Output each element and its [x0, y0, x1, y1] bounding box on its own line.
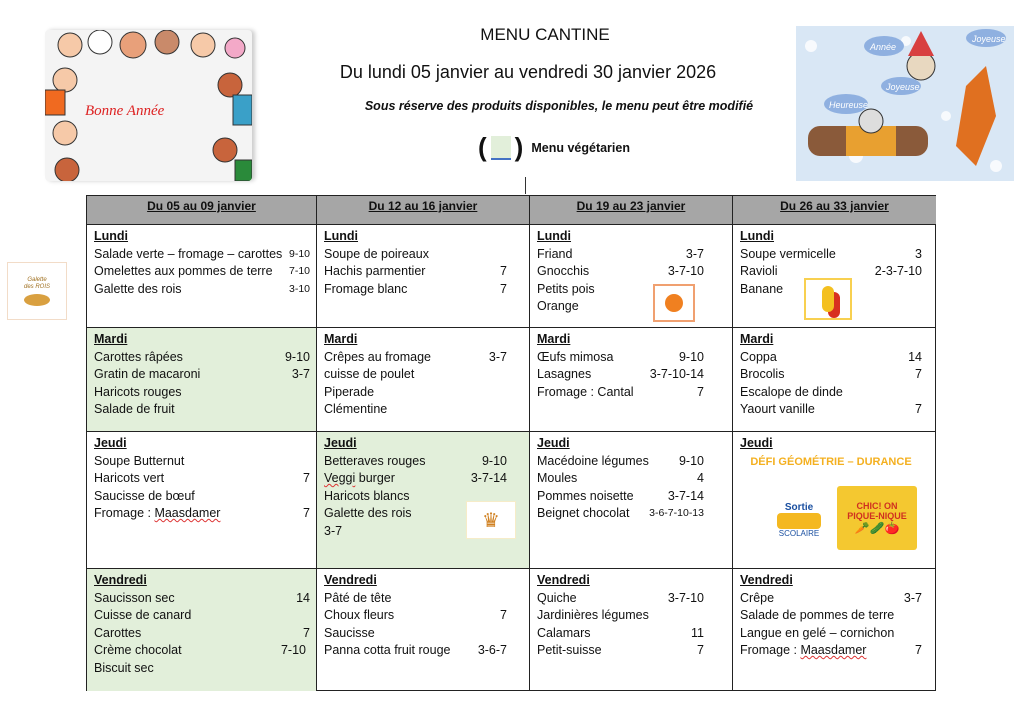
event-title: DÉFI GÉOMÉTRIE – DURANCE: [750, 455, 912, 468]
day-label: Lundi: [94, 229, 129, 243]
allergen-codes: 7: [915, 643, 922, 657]
week-header: Du 12 au 16 janvier: [317, 196, 530, 225]
day-label: Lundi: [324, 229, 359, 243]
allergen-codes: 7: [697, 643, 704, 657]
day-label: Jeudi: [740, 436, 773, 450]
day-cell-vendredi: [87, 569, 317, 691]
menu-item: [537, 263, 704, 281]
dish-name: Fromage : Maasdamer: [740, 643, 867, 657]
dish-name: Carottes râpées: [94, 349, 183, 364]
galette-des-rois-logo: Galette des ROIS: [7, 262, 67, 320]
page-title: MENU CANTINE: [480, 25, 610, 44]
allergen-codes: 3-6-7-10-13: [649, 507, 704, 519]
dish-name: Petits pois: [537, 281, 595, 296]
picnic-image: CHIC! ON PIQUE-NIQUE 🥕🥒🍅: [837, 486, 917, 550]
menu-item: [324, 625, 507, 643]
dish-name: cuisse de poulet: [324, 367, 415, 381]
dish-name: Brocolis: [740, 367, 785, 381]
day-label: Jeudi: [94, 436, 127, 450]
allergen-codes: 7-10: [280, 643, 306, 657]
day-label: Vendredi: [324, 573, 377, 587]
day-label: Vendredi: [740, 573, 793, 587]
menu-item: [324, 590, 507, 608]
bonne-annee-winter-image: [796, 26, 1014, 181]
vegetables-icon: 🥕🥒🍅: [854, 521, 900, 535]
day-label: Lundi: [740, 229, 775, 243]
day-label: Mardi: [537, 332, 571, 346]
allergen-codes: 7: [303, 471, 310, 485]
day-label: Jeudi: [537, 436, 570, 450]
bonne-annee-image: [45, 30, 252, 181]
menu-item: [537, 246, 704, 264]
dish-name: Carottes: [94, 625, 142, 640]
menu-item: [740, 625, 922, 643]
allergen-codes: 2-3-7-10: [874, 264, 922, 278]
dish-name: Salade de fruit: [94, 402, 175, 416]
galette-king-image: [466, 501, 516, 539]
allergen-codes: 7: [697, 384, 704, 399]
legend-close: ): [514, 132, 524, 162]
menu-item: [94, 590, 310, 608]
allergen-codes: 3-7-10-14: [649, 367, 704, 381]
dish-name: Quiche: [537, 590, 577, 605]
svg-text:Joyeuse: Joyeuse: [972, 34, 1006, 44]
legend-open: (: [478, 132, 487, 162]
dish-name: Clémentine: [324, 402, 388, 416]
allergen-codes: 9-10: [288, 247, 310, 260]
menu-item: [324, 384, 507, 402]
allergen-codes: 7: [303, 625, 310, 640]
school-outing-image: Sortie SCOLAIRE: [778, 502, 820, 538]
dish-name: Gnocchis: [537, 264, 590, 278]
menu-item: [324, 401, 507, 419]
menu-item: [324, 642, 507, 660]
allergen-codes: 3-7: [685, 246, 704, 261]
allergen-codes: 14: [296, 590, 310, 605]
dish-name: Salade de pommes de terre: [740, 608, 895, 622]
menu-item: [324, 349, 507, 367]
allergen-codes: 3-7: [324, 523, 343, 538]
menu-item: [537, 625, 704, 643]
kids-faces-illustration: [45, 30, 252, 181]
menu-item: [537, 607, 704, 625]
date-range: Du lundi 05 janvier au vendredi 30 janvier 2026: [339, 62, 717, 82]
notice: Sous réserve des produits disponibles, le menu peut être modifié: [364, 99, 754, 113]
day-label: Lundi: [537, 229, 572, 243]
menu-item: [324, 281, 507, 299]
dish-name: Cuisse de canard: [94, 608, 192, 622]
dish-name: Crêpe: [740, 590, 775, 605]
menu-item: [740, 246, 922, 264]
day-cell-vendredi: [317, 569, 530, 691]
allergen-codes: 7: [303, 506, 310, 520]
allergen-codes: 3-10: [288, 282, 310, 295]
menu-item: [537, 384, 704, 402]
dish-name: Escalope de dinde: [740, 384, 843, 399]
menu-item: [537, 488, 704, 506]
dish-name: Haricots blancs: [324, 488, 410, 503]
dish-name: Soupe de poireaux: [324, 246, 429, 261]
allergen-codes: 11: [691, 625, 704, 640]
allergen-codes: 7: [915, 402, 922, 416]
dish-name: Macédoine légumes: [537, 453, 649, 468]
day-cell-mardi: [530, 328, 733, 432]
menu-item: [94, 470, 310, 488]
day-cell-jeudi: [530, 432, 733, 569]
menu-item: [537, 642, 704, 660]
allergen-codes: 9-10: [678, 349, 704, 364]
week-header: Du 26 au 33 janvier: [733, 196, 936, 225]
dish-name: Saucisson sec: [94, 590, 175, 605]
day-cell-lundi: [87, 225, 317, 328]
allergen-codes: 3-7: [291, 367, 310, 381]
banana-image: [804, 278, 852, 320]
dish-name: Langue en gelé – cornichon: [740, 625, 895, 640]
day-cell-vendredi: [733, 569, 936, 691]
allergen-codes: 9-10: [284, 349, 310, 364]
day-cell-mardi: [733, 328, 936, 432]
dish-name: Omelettes aux pommes de terre: [94, 264, 273, 278]
orange-icon: [665, 294, 683, 312]
allergen-codes: 7-10: [288, 265, 310, 277]
dish-name: Fromage : Maasdamer: [94, 506, 221, 520]
dish-name: Fromage blanc: [324, 281, 408, 296]
dish-name: Betteraves rouges: [324, 453, 426, 468]
allergen-codes: 7: [915, 367, 922, 381]
menu-item: [94, 349, 310, 367]
menu-item: [324, 246, 507, 264]
dish-name: Haricots rouges: [94, 384, 182, 399]
allergen-codes: 9-10: [678, 453, 704, 468]
menu-item: [740, 607, 922, 625]
dish-name: Crêpes au fromage: [324, 349, 432, 364]
menu-item: [740, 366, 922, 384]
dish-name: Salade verte – fromage – carottes: [94, 246, 283, 261]
menu-item: [740, 590, 922, 608]
allergen-codes: 3-7: [903, 590, 922, 605]
bonne-annee-text: Bonne Année: [85, 103, 165, 119]
day-cell-mardi: [317, 328, 530, 432]
allergen-codes: 3-7-14: [470, 471, 507, 485]
menu-item: [94, 505, 310, 523]
allergen-codes: 3-7-10: [667, 590, 704, 605]
day-cell-lundi: [317, 225, 530, 328]
menu-table: [86, 195, 936, 691]
dish-name: Saucisse: [324, 625, 375, 640]
bus-icon: [777, 513, 821, 529]
allergen-codes: 7: [500, 264, 507, 278]
day-cell-vendredi: [530, 569, 733, 691]
menu-item: [94, 642, 310, 660]
menu-item: [537, 349, 704, 367]
menu-item: [537, 453, 704, 471]
menu-item: [324, 453, 507, 471]
dish-name: Galette des rois: [94, 281, 182, 296]
banana-icon: [822, 286, 834, 312]
dish-name: Œufs mimosa: [537, 349, 614, 364]
svg-text:Heureuse: Heureuse: [829, 100, 869, 110]
dish-name: Fromage : Cantal: [537, 384, 634, 399]
menu-item: [537, 366, 704, 384]
menu-item: [94, 401, 310, 419]
allergen-codes: 4: [697, 471, 704, 485]
winter-animals-illustration: [796, 26, 1014, 181]
menu-item: [740, 349, 922, 367]
dish-name: Coppa: [740, 349, 777, 364]
allergen-codes: 9-10: [481, 453, 507, 468]
vegetarian-swatch: [491, 136, 511, 160]
allergen-codes: 3-7: [488, 349, 507, 364]
dish-name: Choux fleurs: [324, 608, 395, 622]
menu-item: [94, 488, 310, 506]
day-cell-lundi: [530, 225, 733, 328]
allergen-codes: 14: [908, 349, 922, 364]
dish-name: Crème chocolat: [94, 643, 182, 657]
dish-name: Saucisse de bœuf: [94, 488, 195, 503]
dish-name: Moules: [537, 471, 578, 485]
menu-item: [94, 625, 310, 643]
menu-item: [740, 384, 922, 402]
dish-name: Jardinières légumes: [537, 608, 649, 622]
svg-text:Joyeuse: Joyeuse: [886, 82, 920, 92]
dish-name: Orange: [537, 299, 579, 313]
week-header: Du 05 au 09 janvier: [87, 196, 317, 225]
menu-item: [537, 590, 704, 608]
menu-item: [324, 366, 507, 384]
menu-item: [324, 470, 507, 488]
day-label: Vendredi: [537, 573, 590, 587]
text-cursor: [525, 177, 526, 194]
day-label: Jeudi: [324, 436, 357, 450]
menu-item: [94, 384, 310, 402]
allergen-codes: 3-6-7: [477, 643, 507, 657]
dish-name: Banane: [740, 281, 784, 296]
menu-item: [94, 366, 310, 384]
galette-icon: [24, 294, 50, 306]
dish-name: Calamars: [537, 625, 591, 640]
dish-name: Beignet chocolat: [537, 506, 630, 520]
day-label: Mardi: [324, 332, 358, 346]
dish-name: Petit-suisse: [537, 643, 602, 657]
day-label: Mardi: [740, 332, 774, 346]
day-label: Vendredi: [94, 573, 147, 587]
day-cell-jeudi: [87, 432, 317, 569]
menu-item: [740, 642, 922, 660]
menu-item: [537, 505, 704, 523]
menu-item: [537, 470, 704, 488]
dish-name: Pommes noisette: [537, 488, 634, 503]
dish-name: Ravioli: [740, 264, 778, 278]
allergen-codes: 3-7-10: [667, 264, 704, 278]
dish-name: Hachis parmentier: [324, 264, 426, 278]
allergen-codes: 7: [500, 608, 507, 622]
dish-name: Soupe vermicelle: [740, 246, 836, 261]
menu-item: [94, 607, 310, 625]
dish-name: Veggi burger: [324, 471, 395, 485]
crown-icon: ♛: [482, 509, 500, 532]
week-header: Du 19 au 23 janvier: [530, 196, 733, 225]
menu-item: [94, 453, 310, 471]
dish-name: Biscuit sec: [94, 660, 154, 675]
day-label: Mardi: [94, 332, 128, 346]
svg-text:Année: Année: [870, 42, 897, 52]
dish-name: Yaourt vanille: [740, 402, 815, 416]
day-cell-mardi: [87, 328, 317, 432]
dish-name: Gratin de macaroni: [94, 367, 201, 381]
dish-name: Lasagnes: [537, 367, 592, 381]
dish-name: Piperade: [324, 384, 375, 399]
menu-item: [740, 401, 922, 419]
menu-item: [94, 263, 310, 281]
menu-item: [324, 607, 507, 625]
allergen-codes: 3: [915, 246, 922, 261]
vegetarian-legend: [478, 132, 630, 163]
menu-item: [94, 281, 310, 299]
dish-name: Soupe Butternut: [94, 453, 185, 468]
dish-name: Panna cotta fruit rouge: [324, 643, 451, 657]
dish-name: Friand: [537, 246, 573, 261]
dish-name: Galette des rois: [324, 506, 412, 520]
dish-name: Pâté de tête: [324, 590, 392, 605]
menu-item: [94, 246, 310, 264]
dish-name: Haricots vert: [94, 471, 165, 485]
allergen-codes: 7: [500, 281, 507, 296]
orange-image: [653, 284, 695, 322]
menu-item: [94, 660, 310, 678]
allergen-codes: 3-7-14: [667, 488, 704, 503]
legend-label: Menu végétarien: [531, 140, 630, 155]
menu-item: [324, 263, 507, 281]
